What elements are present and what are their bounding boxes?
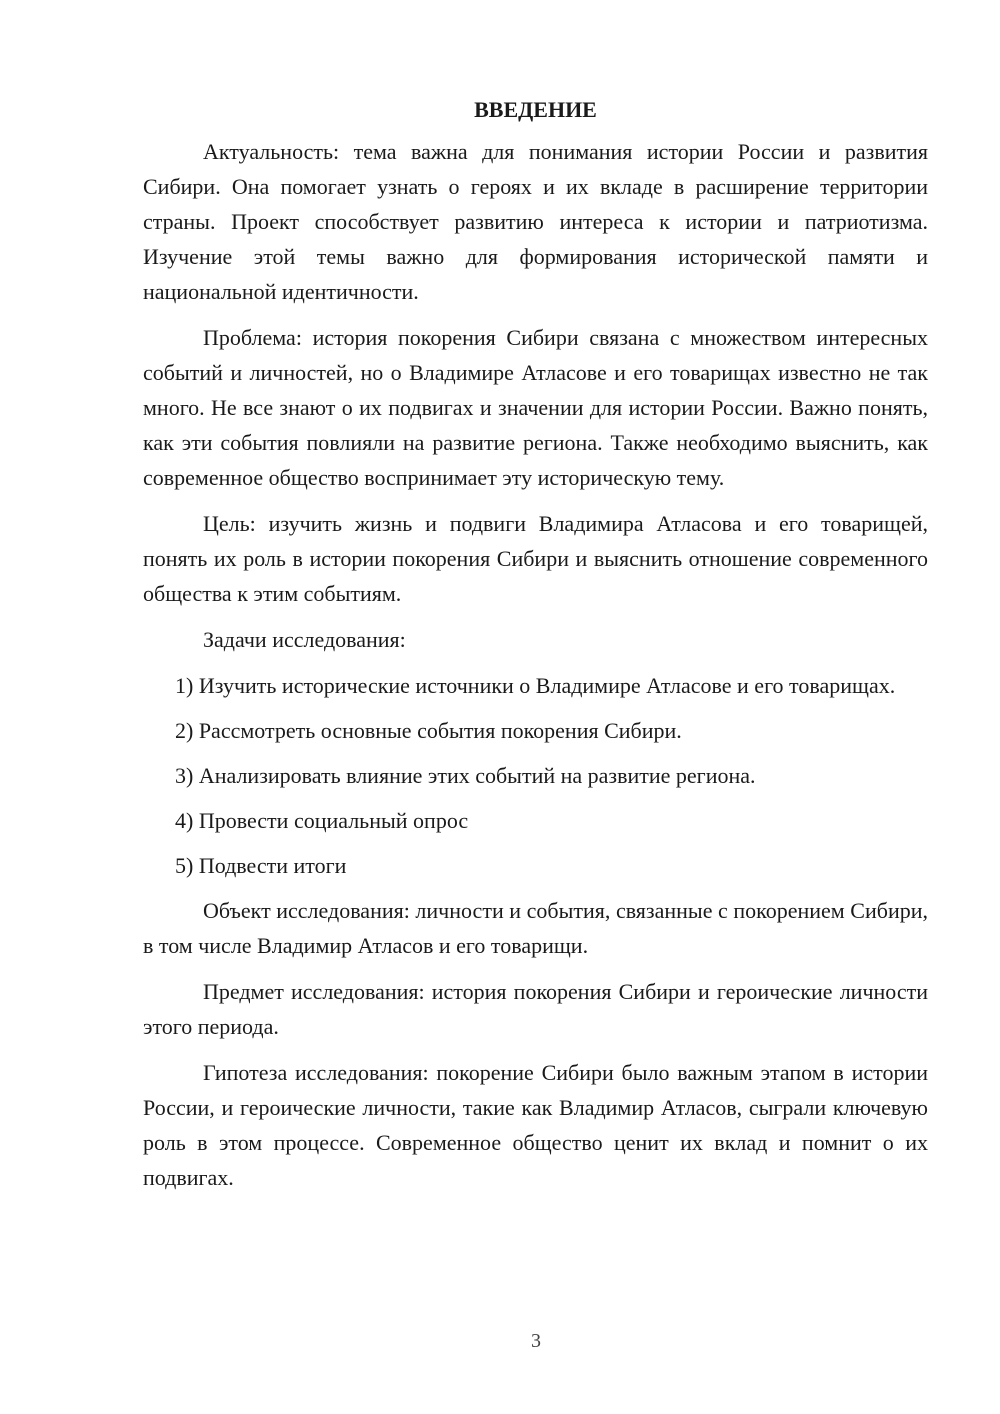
page-number: 3: [531, 1330, 541, 1352]
task-item-5: 5) Подвести итоги: [175, 853, 347, 878]
document-page: [143, 92, 928, 1206]
paragraph-hypothesis: Гипотеза исследования: покорение Сибири было важным этапом в истории России, и героические личности, такие как Владимир Атласов, сыграли ключевую роль в этом процессе. Современное общество ценит их вклад и помнит о их подвигах.: [143, 1060, 928, 1190]
task-item-1: 1) Изучить исторические источники о Владимире Атласове и его товарищах.: [175, 673, 896, 698]
task-item-2: 2) Рассмотреть основные события покорения Сибири.: [175, 718, 682, 743]
paragraph-problem: Проблема: история покорения Сибири связана с множеством интересных событий и личностей, но о Владимире Атласове и его товарищах известно не так много. Не все знают о их подвигах и значении для истории России. Важно понять, как эти события повлияли на развитие региона. Также необходимо выяснить, как современное общество воспринимает эту историческую тему.: [143, 325, 928, 490]
paragraph-goal: Цель: изучить жизнь и подвиги Владимира Атласова и его товарищей, понять их роль в истории покорения Сибири и выяснить отношение современного общества к этим событиям.: [143, 511, 928, 606]
task-item-3: 3) Анализировать влияние этих событий на развитие региона.: [175, 763, 756, 788]
tasks-heading: Задачи исследования:: [203, 627, 406, 652]
section-title: ВВЕДЕНИЕ: [474, 97, 597, 122]
task-item-4: 4) Провести социальный опрос: [175, 808, 469, 833]
paragraph-subject: Предмет исследования: история покорения Сибири и героические личности этого периода.: [143, 979, 928, 1039]
paragraph-object: Объект исследования: личности и события, связанные с покорением Сибири, в том числе Владимир Атласов и его товарищи.: [143, 898, 928, 958]
paragraph-relevance: Актуальность: тема важна для понимания истории России и развития Сибири. Она помогает узнать о героях и их вкладе в расширение территории страны. Проект способствует развитию интереса к истории и патриотизма. Изучение этой темы важно для формирования исторической памяти и национальной идентичности.: [143, 139, 928, 304]
